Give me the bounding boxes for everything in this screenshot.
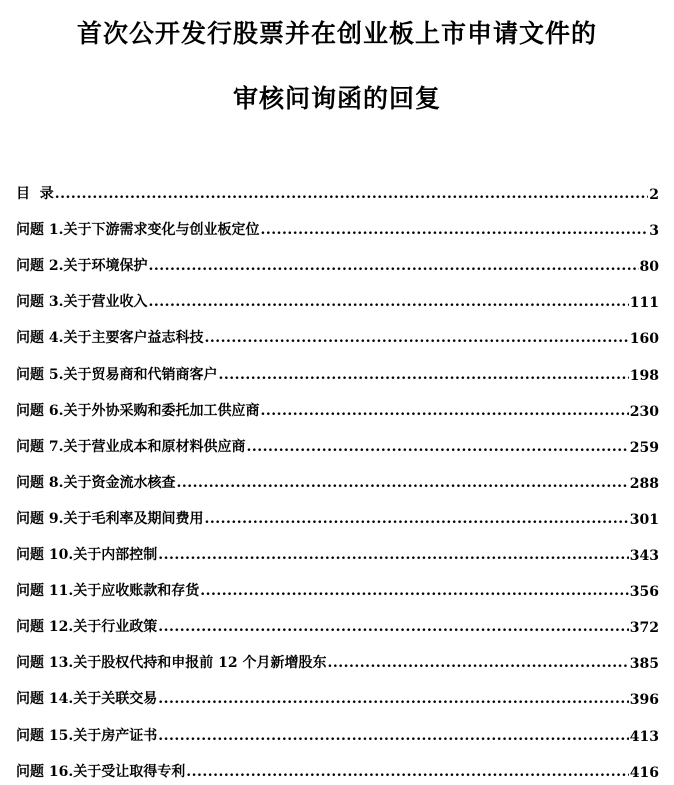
toc-entry-question-8[interactable] bbox=[16, 460, 659, 496]
toc-entry-label: 目 录 bbox=[16, 186, 54, 203]
toc-entry-question-9[interactable] bbox=[16, 496, 659, 532]
toc-page-number: 372 bbox=[629, 620, 659, 637]
toc-page-number: 413 bbox=[629, 728, 659, 745]
toc-entry-label: 问题 11.关于应收账款和存货 bbox=[16, 583, 200, 600]
toc-entry-label: 问题 3.关于营业收入 bbox=[16, 294, 148, 311]
toc-page-number: 288 bbox=[629, 475, 659, 492]
toc-entry-question-13[interactable] bbox=[16, 640, 659, 676]
toc-entry-label: 问题 5.关于贸易商和代销商客户 bbox=[16, 366, 218, 383]
toc-leader-dots bbox=[247, 439, 629, 455]
toc-page-number: 259 bbox=[629, 439, 659, 456]
toc-leader-dots bbox=[149, 294, 629, 310]
toc-leader-dots bbox=[200, 583, 629, 599]
toc-leader-dots bbox=[177, 475, 629, 491]
toc-page-number: 160 bbox=[629, 331, 659, 348]
toc-entry-question-16[interactable] bbox=[16, 749, 659, 785]
toc-entry-label: 问题 14.关于关联交易 bbox=[16, 691, 158, 708]
document-title-line-2: 审核问询函的回复 bbox=[232, 84, 441, 113]
toc-leader-dots bbox=[149, 258, 639, 274]
toc-leader-dots bbox=[158, 547, 629, 563]
toc-entry-question-12[interactable] bbox=[16, 604, 659, 640]
toc-entry-question-1[interactable] bbox=[16, 207, 659, 243]
toc-leader-dots bbox=[205, 511, 629, 527]
toc-entry-question-10[interactable] bbox=[16, 532, 659, 568]
toc-entry-question-5[interactable] bbox=[16, 351, 659, 387]
toc-entry-label: 问题 2.关于环境保护 bbox=[16, 258, 148, 275]
toc-entry-question-6[interactable] bbox=[16, 388, 659, 424]
toc-entry-question-4[interactable] bbox=[16, 315, 659, 351]
toc-leader-dots bbox=[158, 728, 629, 744]
toc-entry-label: 问题 9.关于毛利率及期间费用 bbox=[16, 510, 204, 527]
toc-page-number: 396 bbox=[629, 692, 659, 709]
toc-entry-label: 问题 4.关于主要客户益志科技 bbox=[16, 330, 204, 347]
toc-leader-dots bbox=[186, 764, 629, 780]
toc-entry-label: 问题 16.关于受让取得专利 bbox=[16, 763, 186, 780]
toc-leader-dots bbox=[219, 367, 629, 383]
toc-entry-label: 问题 1.关于下游需求变化与创业板定位 bbox=[16, 222, 260, 239]
toc-entry-question-14[interactable] bbox=[16, 676, 659, 712]
toc-entry-label: 问题 7.关于营业成本和原材料供应商 bbox=[16, 438, 246, 455]
toc-page-number: 111 bbox=[629, 295, 659, 312]
toc-entry-question-7[interactable] bbox=[16, 424, 659, 460]
toc-entry-label: 问题 10.关于内部控制 bbox=[16, 547, 158, 564]
toc-entry-question-15[interactable] bbox=[16, 712, 659, 748]
toc-leader-dots bbox=[327, 655, 628, 671]
toc-leader-dots bbox=[158, 619, 629, 635]
toc-entry-label: 问题 8.关于资金流水核查 bbox=[16, 474, 176, 491]
toc-entry-contents[interactable] bbox=[16, 171, 659, 207]
toc-page-number: 301 bbox=[629, 511, 659, 528]
toc-entry-question-3[interactable] bbox=[16, 279, 659, 315]
toc-entry-question-2[interactable] bbox=[16, 243, 659, 279]
toc-page-number: 343 bbox=[629, 548, 659, 565]
toc-leader-dots bbox=[261, 403, 629, 419]
toc-page-number: 2 bbox=[649, 187, 659, 204]
toc-page-number: 80 bbox=[639, 259, 659, 276]
toc-page-number: 3 bbox=[649, 223, 659, 240]
toc-page-number: 230 bbox=[629, 403, 659, 420]
toc-leader-dots bbox=[55, 186, 649, 202]
toc-page-number: 198 bbox=[629, 367, 659, 384]
toc-entry-label: 问题 12.关于行业政策 bbox=[16, 619, 158, 636]
toc-page-number: 385 bbox=[629, 656, 659, 673]
toc-entry-label: 问题 15.关于房产证书 bbox=[16, 727, 158, 744]
table-of-contents bbox=[16, 171, 659, 785]
toc-leader-dots bbox=[261, 222, 649, 238]
toc-page-number: 356 bbox=[629, 584, 659, 601]
toc-entry-question-11[interactable] bbox=[16, 568, 659, 604]
toc-leader-dots bbox=[205, 330, 629, 346]
toc-entry-label: 问题 13.关于股权代持和申报前 12 个月新增股东 bbox=[16, 655, 327, 672]
toc-leader-dots bbox=[158, 691, 629, 707]
toc-entry-label: 问题 6.关于外协采购和委托加工供应商 bbox=[16, 402, 260, 419]
document-title-line-1: 首次公开发行股票并在创业板上市申请文件的 bbox=[76, 19, 597, 48]
toc-page-number: 416 bbox=[629, 764, 659, 781]
